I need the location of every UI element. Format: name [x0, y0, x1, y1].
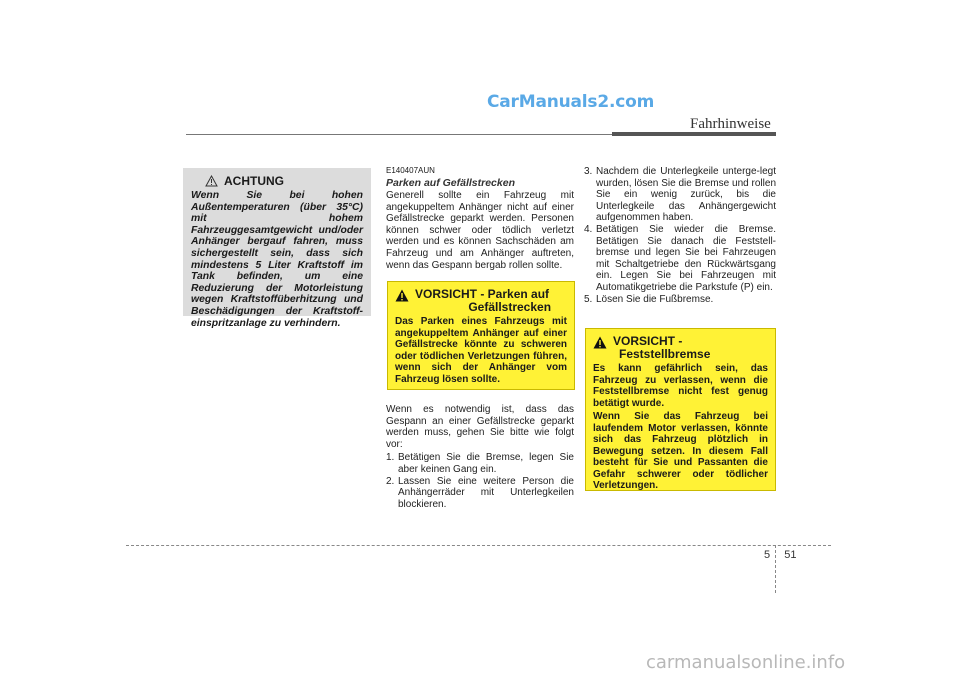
header-rule-bar [612, 132, 776, 136]
achtung-box [183, 168, 371, 329]
vorsicht-title-feststellbremse: VORSICHT - Feststellbremse [613, 334, 711, 361]
list-item: 5. Lösen Sie die Fußbremse. [584, 293, 714, 305]
watermark-top: CarManuals2.com [487, 92, 655, 112]
achtung-text: Wenn Sie bei hohen Außentemperaturen (über 35°C) mit hohem Fahrzeuggesamtgewicht und/oder Anhänger bergauf fahren, muss sichergestellt sein, dass sich mindestens 5 Liter Kraftstoff im Tank befinden, um eine Reduzierung der Motorleistung wegen Kraftstoffüberhitzung und Beschädigungen der Kraftstoff-einspritzanlage zu verhindern. [191, 190, 363, 329]
vorsicht-box-parken [387, 281, 575, 390]
vorsicht-box-feststellbremse [585, 328, 776, 491]
vorsicht-text-1: Es kann gefährlich sein, das Fahrzeug zu verlassen, wenn die Feststellbremse nicht fest genug betätigt wurde. [593, 363, 768, 409]
list-item: 2. Lassen Sie eine weitere Person die Anhängerräder mit Unterlegkeilen blockieren. [386, 475, 574, 510]
page-number [764, 549, 797, 561]
column-3 [584, 166, 776, 305]
warning-triangle-filled-icon [395, 289, 409, 302]
list-item: 1. Betätigen Sie die Bremse, legen Sie aber keinen Gang ein. [386, 452, 574, 475]
vorsicht-text-parken: Das Parken eines Fahrzeugs mit angekuppeltem Anhänger auf einer Gefällstrecke könnte zu schweren oder tödlichen Verletzungen führen, wenn sich der Anhänger vom Fahrzeug lösen sollte. [395, 316, 567, 385]
column-2 [386, 166, 574, 271]
achtung-title: ACHTUNG [224, 174, 284, 188]
column-2-steps [386, 404, 574, 510]
section-code: E140407AUN [386, 166, 435, 175]
intro-paragraph: Generell sollte ein Fahrzeug mit angekuppeltem Anhänger nicht auf einer Gefällstrecke geparkt werden. Personen können schwer oder tödlich verletzt werden und es können Sachschäden am Fahrzeug und am Anhänger auftreten, wenn das Gespann bergab rollen sollte. [386, 190, 574, 271]
list-item: 4. Betätigen Sie wieder die Bremse. Betätigen Sie danach die Feststell-bremse und legen Sie bei Fahrzeugen mit Schaltgetriebe den Rückwärtsgang ein. Legen Sie bei Fahrzeugen mit Automatikgetriebe die Parkstufe (P) ein. [584, 223, 776, 293]
chapter-number: 5 [764, 549, 771, 561]
vorsicht-text-2: Wenn Sie das Fahrzeug bei laufendem Motor verlassen, könnte sich das Fahrzeug plötzlich in Bewegung setzen. In diesem Fall besteht für Sie und Passanten die Gefahr schwerer oder tödlicher Verletzungen. [593, 411, 768, 491]
vorsicht-title-parken: VORSICHT - Parken auf Gefällstrecken [415, 287, 552, 314]
watermark-bottom: carmanualsonline.info [646, 652, 846, 673]
subheading: Parken auf Gefällstrecken [386, 177, 515, 189]
achtung-header [205, 174, 363, 188]
steps-intro: Wenn es notwendig ist, dass das Gespann an einer Gefällstrecke geparkt werden muss, gehen Sie bitte wie folgt vor: [386, 404, 574, 450]
header-rule [186, 134, 612, 135]
list-item: 3. Nachdem die Unterlegkeile unterge-legt wurden, lösen Sie die Bremse und rollen Sie ein wenig zurück, bis die Unterlegkeile das Anhängergewicht aufgenommen haben. [584, 166, 776, 224]
section-title: Fahrhinweise [690, 116, 771, 132]
page-number-value: 51 [784, 549, 797, 561]
warning-triangle-filled-icon [593, 336, 607, 349]
footer-rule [126, 545, 831, 546]
warning-triangle-outline-icon [205, 175, 218, 187]
